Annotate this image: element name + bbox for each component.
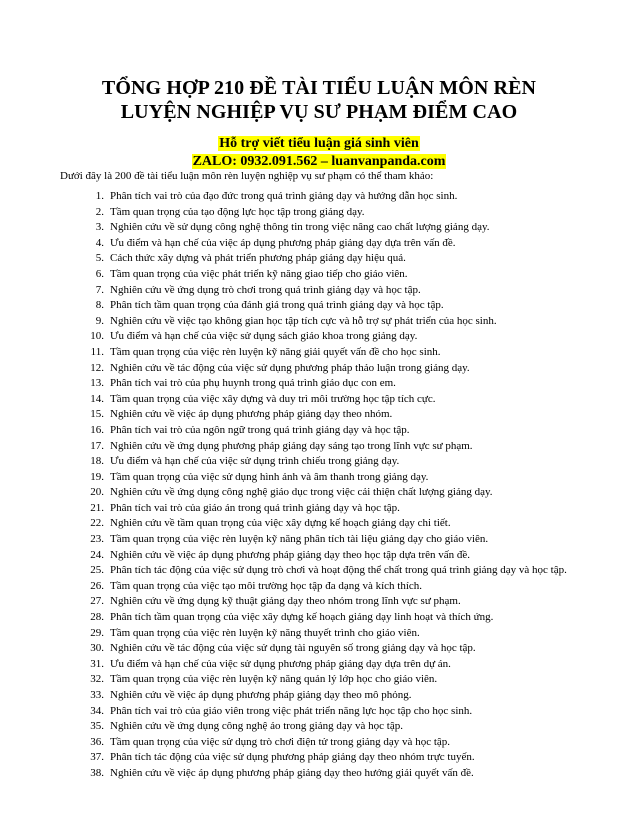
topic-number: 11. — [90, 345, 104, 358]
topic-number: 15. — [90, 408, 104, 421]
topic-number: 27. — [90, 595, 104, 608]
topic-number: 29. — [90, 626, 104, 639]
topic-text: Nghiên cứu về việc áp dụng phương pháp giảng dạy theo mô phỏng. — [110, 689, 412, 701]
topic-item — [78, 610, 578, 626]
topic-item — [78, 704, 578, 720]
topic-number: 18. — [90, 455, 104, 468]
topic-text: Nghiên cứu về tầm quan trọng của việc xây dựng kế hoạch giảng dạy chi tiết. — [110, 517, 451, 530]
topic-number: 3. — [95, 221, 104, 234]
promo-line-1: Hỗ trợ viết tiểu luận giá sinh viên — [219, 136, 419, 151]
topic-number: 34. — [90, 704, 104, 717]
topic-item — [78, 454, 578, 470]
topic-text: Nghiên cứu về ứng dụng công nghệ ảo trong giảng dạy và học tập. — [110, 720, 403, 733]
topic-text: Phân tích vai trò của ngôn ngữ trong quá trình giảng dạy và học tập. — [110, 423, 410, 436]
topic-number: 38. — [90, 766, 104, 779]
topic-text: Nghiên cứu về ứng dụng kỹ thuật giảng dạy theo nhóm trong lĩnh vực sư phạm. — [110, 595, 461, 608]
topic-number: 10. — [90, 330, 104, 343]
topic-text: Nghiên cứu về việc tạo không gian học tập tích cực và hỗ trợ sự phát triển của học sinh. — [110, 314, 497, 327]
topic-item — [78, 641, 578, 657]
topic-item — [78, 283, 578, 299]
topic-text: Phân tích tầm quan trọng của việc xây dựng kế hoạch giảng dạy linh hoạt và thích ứng. — [110, 611, 494, 624]
topic-text: Tầm quan trọng của việc phát triển kỹ năng giao tiếp cho giáo viên. — [110, 267, 408, 280]
topic-number: 6. — [95, 267, 104, 280]
topic-item — [78, 501, 578, 517]
topic-text: Ưu điểm và hạn chế của việc áp dụng phương pháp giảng dạy dựa trên vấn đề. — [110, 236, 456, 249]
topic-number: 26. — [90, 579, 104, 592]
topic-number: 4. — [95, 236, 104, 249]
topic-text: Nghiên cứu về ứng dụng trò chơi trong quá trình giảng dạy và học tập. — [110, 283, 421, 296]
topic-item — [78, 361, 578, 377]
topic-item — [78, 516, 578, 532]
topic-text: Phân tích vai trò của giáo án trong quá trình giảng dạy và học tập. — [110, 501, 400, 514]
topic-text: Nghiên cứu về ứng dụng công nghệ giáo dục trong việc cải thiện chất lượng giảng dạy. — [110, 486, 493, 499]
topic-item — [78, 657, 578, 673]
topic-text: Nghiên cứu về ứng dụng phương pháp giảng dạy sáng tạo trong lĩnh vực sư phạm. — [110, 439, 473, 452]
topic-text: Ưu điểm và hạn chế của việc sử dụng trình chiếu trong giảng dạy. — [110, 455, 400, 468]
promo-line-2: ZALO: 0932.091.562 – luanvanpanda.com — [192, 154, 446, 169]
topic-text: Phân tích tác động của việc sử dụng phương pháp giảng dạy theo nhóm trực tuyến. — [110, 751, 475, 764]
topic-item — [78, 345, 578, 361]
topic-number: 21. — [90, 501, 104, 514]
topic-item — [78, 407, 578, 423]
topic-number: 31. — [90, 657, 104, 670]
topic-list — [78, 189, 578, 782]
topic-number: 19. — [90, 470, 104, 483]
topic-text: Tầm quan trọng của việc rèn luyện kỹ năng phân tích tài liệu giảng dạy cho giáo viên. — [110, 533, 489, 546]
topic-item — [78, 688, 578, 704]
topic-number: 5. — [95, 252, 104, 265]
topic-number: 20. — [90, 486, 104, 499]
topic-text: Phân tích tầm quan trọng của đánh giá trong quá trình giảng dạy và học tập. — [110, 299, 444, 312]
topic-item — [78, 392, 578, 408]
topic-item — [78, 267, 578, 283]
topic-number: 28. — [90, 611, 104, 624]
topic-item — [78, 329, 578, 345]
topic-number: 7. — [95, 283, 104, 296]
topic-item — [78, 594, 578, 610]
topic-item — [78, 735, 578, 751]
topic-number: 17. — [90, 439, 104, 452]
topic-text: Tầm quan trọng của việc rèn luyện kỹ năng quản lý lớp học cho giáo viên. — [110, 673, 438, 686]
topic-text: Tầm quan trọng của việc sử dụng hình ảnh và âm thanh trong giảng dạy. — [110, 470, 429, 483]
topic-item — [78, 205, 578, 221]
topic-text: Nghiên cứu về tác động của việc sử dụng tài nguyên số trong giảng dạy và học tập. — [110, 642, 476, 655]
topic-text: Tầm quan trọng của việc rèn luyện kỹ năng giải quyết vấn đề cho học sinh. — [110, 345, 441, 358]
topic-number: 30. — [90, 642, 104, 655]
topic-number: 12. — [90, 361, 104, 374]
topic-number: 25. — [90, 564, 104, 577]
topic-item — [78, 672, 578, 688]
topic-text: Ưu điểm và hạn chế của việc sử dụng sách giáo khoa trong giảng dạy. — [110, 330, 418, 343]
topic-item — [78, 626, 578, 642]
document-title — [40, 76, 598, 124]
topic-item — [78, 251, 578, 267]
topic-text: Tầm quan trọng của việc sử dụng trò chơi điện tử trong giảng dạy và học tập. — [110, 735, 451, 748]
topic-item — [78, 485, 578, 501]
topic-item — [78, 548, 578, 564]
topic-item — [78, 236, 578, 252]
topic-item — [78, 766, 578, 782]
topic-text: Nghiên cứu về việc áp dụng phương pháp giảng dạy theo hướng giải quyết vấn đề. — [110, 766, 474, 779]
topic-number: 9. — [95, 314, 104, 327]
topic-item — [78, 376, 578, 392]
topic-item — [78, 532, 578, 548]
topic-text: Tầm quan trọng của việc tạo môi trường học tập đa dạng và kích thích. — [110, 579, 423, 592]
topic-number: 23. — [90, 533, 104, 546]
topic-text: Nghiên cứu về việc áp dụng phương pháp giảng dạy theo nhóm. — [110, 408, 393, 421]
topic-text: Nghiên cứu về việc áp dụng phương pháp giảng dạy theo học tập dựa trên vấn đề. — [110, 548, 471, 561]
topic-number: 32. — [90, 673, 104, 686]
topic-number: 13. — [90, 377, 104, 390]
topic-number: 1. — [95, 190, 104, 202]
topic-text: Tầm quan trọng của việc xây dựng và duy trì môi trường học tập tích cực. — [110, 392, 436, 405]
title-line-2: LUYỆN NGHIỆP VỤ SƯ PHẠM ĐIỂM CAO — [120, 101, 518, 123]
topic-text: Tầm quan trọng của việc rèn luyện kỹ năng thuyết trình cho giáo viên. — [110, 626, 420, 639]
topic-text: Nghiên cứu về sử dụng công nghệ thông tin trong việc nâng cao chất lượng giảng dạy. — [110, 221, 490, 234]
topic-text: Phân tích vai trò của đạo đức trong quá trình giảng dạy và hướng dẫn học sinh. — [110, 190, 458, 202]
topic-item — [78, 220, 578, 236]
topic-number: 33. — [90, 689, 104, 701]
topic-number: 2. — [95, 205, 104, 218]
topic-number: 36. — [90, 735, 104, 748]
topic-item — [78, 298, 578, 314]
topic-text: Ưu điểm và hạn chế của việc sử dụng phương pháp giảng dạy dựa trên dự án. — [110, 657, 451, 670]
title-line-1: TỔNG HỢP 210 ĐỀ TÀI TIỂU LUẬN MÔN RÈN — [101, 77, 537, 99]
topic-text: Phân tích tác động của việc sử dụng trò chơi và hoạt động thể chất trong quá trình giảng dạy và học tập. — [110, 564, 567, 577]
topic-item — [78, 563, 578, 579]
topic-number: 14. — [90, 392, 104, 405]
topic-item — [78, 719, 578, 735]
topic-item — [78, 470, 578, 486]
topic-item — [78, 314, 578, 330]
topic-text: Phân tích vai trò của phụ huynh trong quá trình giáo dục con em. — [110, 377, 396, 390]
topic-text: Tầm quan trọng của tạo động lực học tập trong giảng dạy. — [110, 205, 365, 218]
topic-item — [78, 423, 578, 439]
topic-number: 16. — [90, 423, 104, 436]
topic-number: 35. — [90, 720, 104, 733]
topic-text: Phân tích vai trò của giáo viên trong việc phát triển năng lực học tập cho học sinh. — [110, 704, 473, 717]
topic-text: Cách thức xây dựng và phát triển phương pháp giảng dạy hiệu quả. — [110, 252, 406, 265]
topic-number: 8. — [95, 299, 104, 312]
topic-number: 37. — [90, 751, 104, 764]
topic-item — [78, 189, 578, 205]
promo-block — [0, 135, 638, 171]
topic-item — [78, 439, 578, 455]
topic-item — [78, 579, 578, 595]
topic-number: 22. — [90, 517, 104, 530]
intro-text: Dưới đây là 200 đề tài tiểu luận môn rèn luyện nghiệp vụ sư phạm có thể tham khảo: — [60, 170, 434, 182]
topic-text: Nghiên cứu về tác động của việc sử dụng phương pháp thảo luận trong giảng dạy. — [110, 361, 470, 374]
topic-item — [78, 750, 578, 766]
topic-number: 24. — [90, 548, 104, 561]
